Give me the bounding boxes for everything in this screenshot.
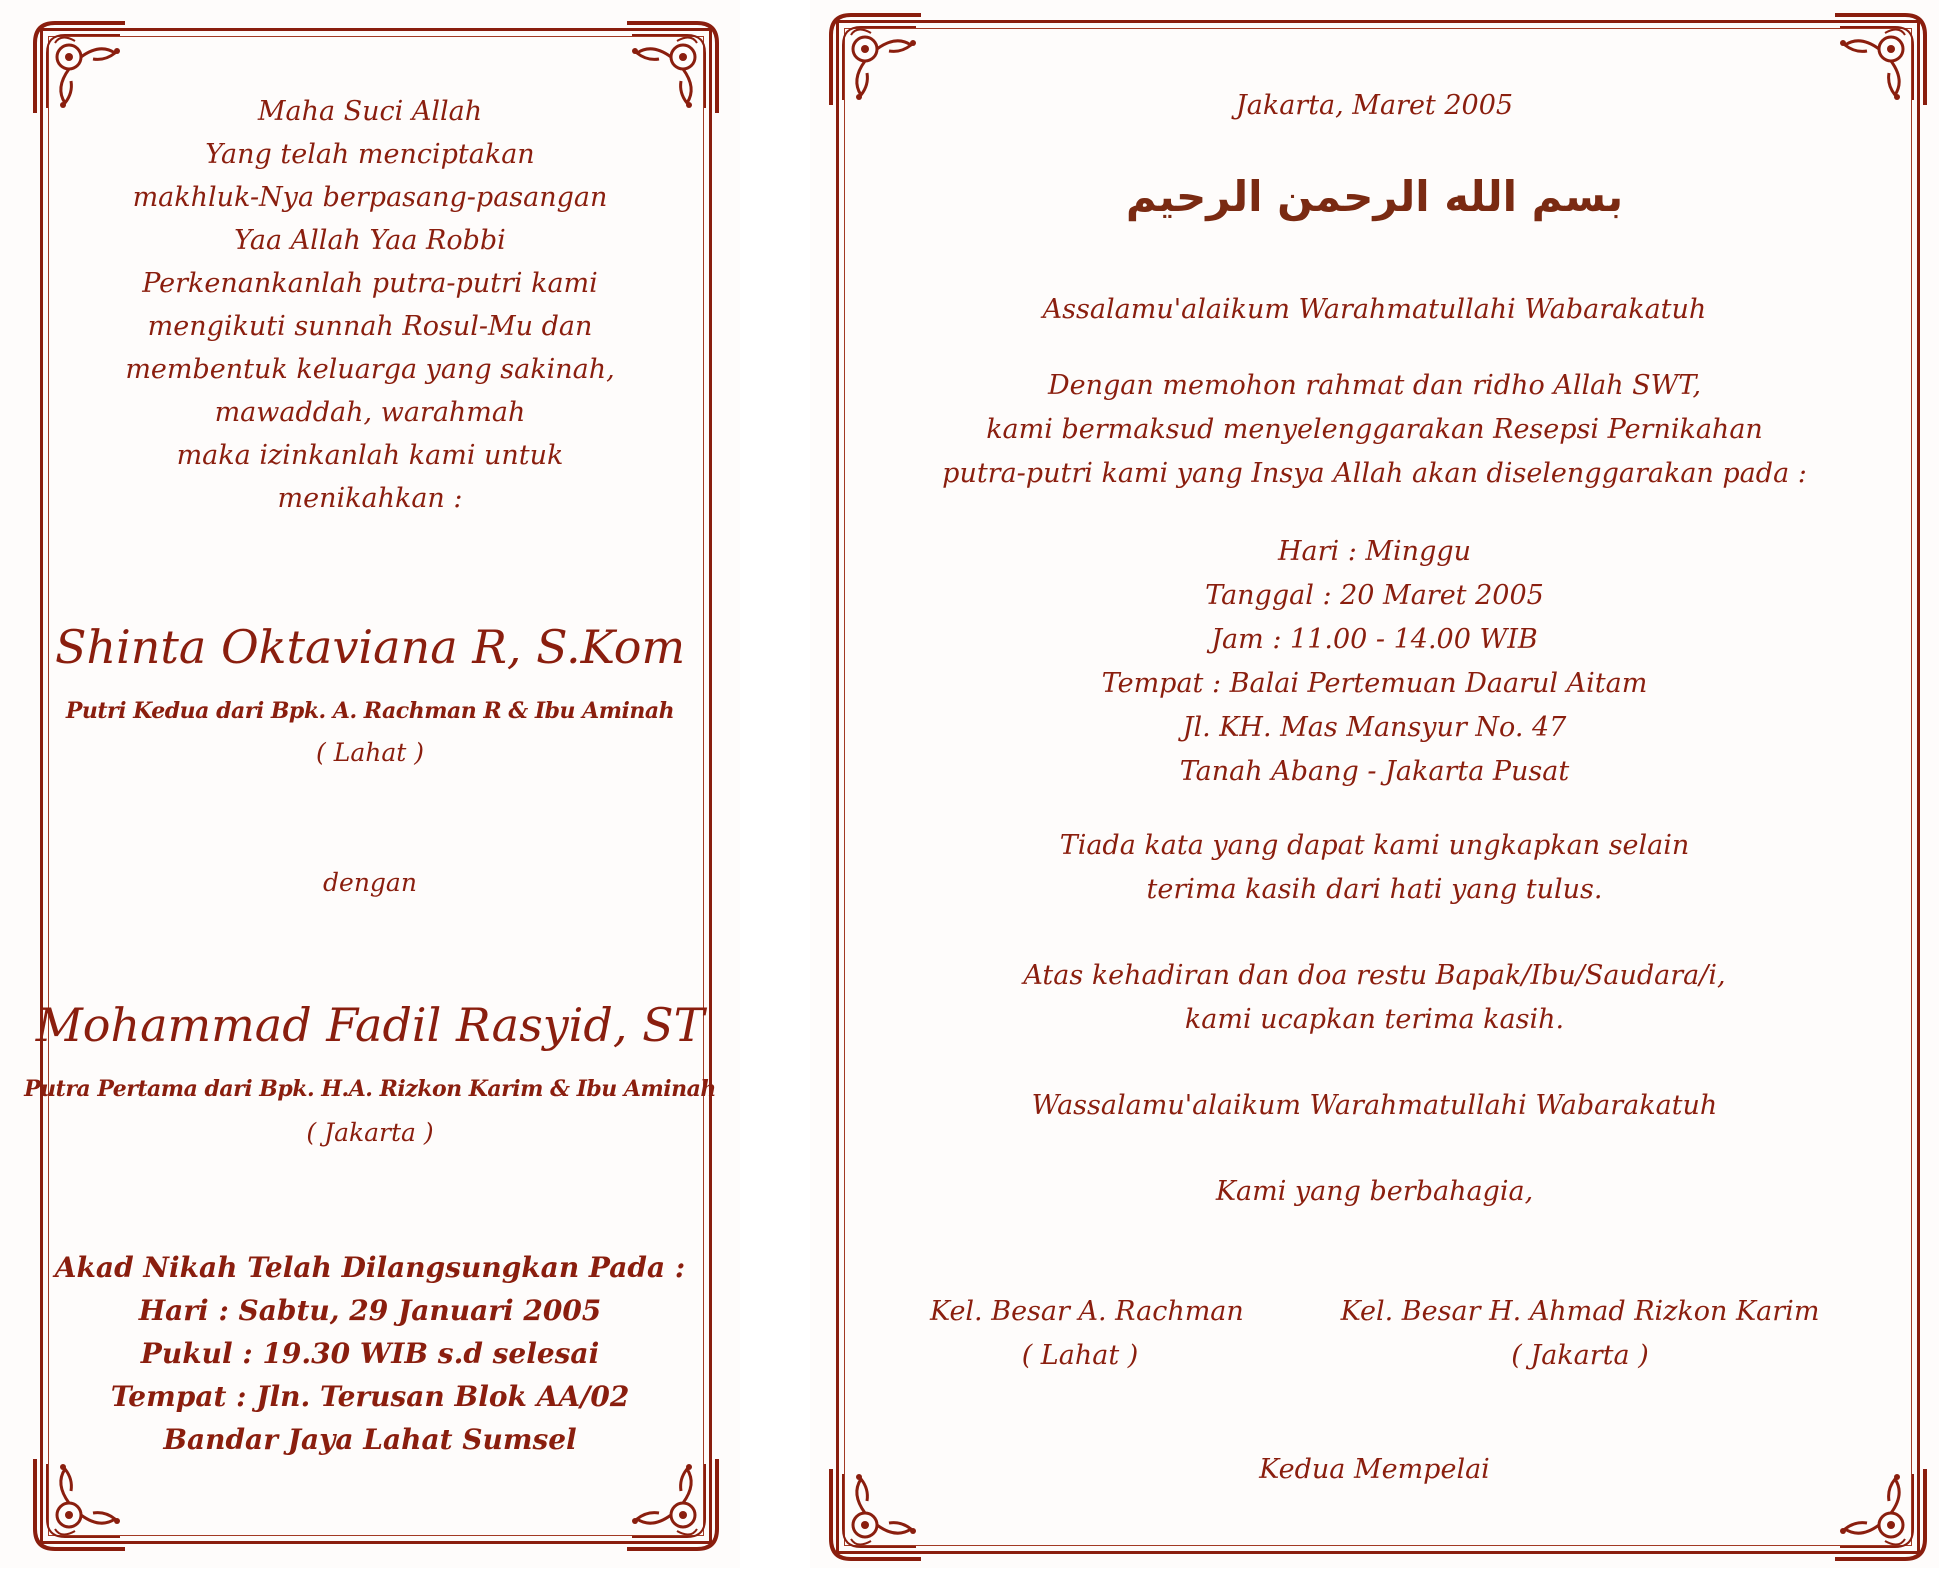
couple-signature: Kedua Mempelai [1259,1454,1490,1485]
intro-line: kami bermaksud menyelenggarakan Resepsi Pernikahan [986,414,1763,445]
poem-line: Yang telah menciptakan [205,139,535,170]
corner-ornament-icon [617,1449,727,1559]
groom-parents: Putra Pertama dari Bpk. H.A. Rizkon Karim & Ibu Aminah [24,1076,716,1102]
poem-line: makhluk-Nya berpasang-pasangan [132,182,608,213]
akad-heading: Akad Nikah Telah Dilangsungkan Pada : [54,1251,686,1284]
family-right-name: Kel. Besar H. Ahmad Rizkon Karim [1340,1296,1820,1327]
thanks-line: Tiada kata yang dapat kami ungkapkan selain [1059,830,1690,861]
corner-ornament-icon [25,1449,135,1559]
intro-line: putra-putri kami yang Insya Allah akan diselenggarakan pada : [942,458,1807,489]
presence-line: kami ucapkan terima kasih. [1184,1004,1565,1035]
akad-line: Pukul : 19.30 WIB s.d selesai [140,1337,600,1370]
left-card [0,0,740,1568]
poem-line: maka izinkanlah kami untuk [176,440,564,471]
poem-line: Perkenankanlah putra-putri kami [142,268,598,299]
poem-line: Yaa Allah Yaa Robbi [234,225,506,256]
family-left-origin: ( Lahat ) [1021,1340,1139,1371]
date-line: Jakarta, Maret 2005 [1235,90,1514,121]
groom-origin: ( Jakarta ) [306,1118,434,1147]
intro-line: Dengan memohon rahmat dan ridho Allah SWT, [1047,370,1702,401]
presence-line: Atas kehadiran dan doa restu Bapak/Ibu/Saudara/i, [1023,960,1726,991]
akad-line: Bandar Jaya Lahat Sumsel [163,1423,577,1456]
event-venue: Tempat : Balai Pertemuan Daarul Aitam [1101,668,1648,699]
family-right-origin: ( Jakarta ) [1511,1340,1649,1371]
bismillah-calligraphy: بسم الله الرحمن الرحيم [1125,172,1624,221]
event-date: Tanggal : 20 Maret 2005 [1205,580,1544,611]
connector-text: dengan [323,868,417,897]
bride-origin: ( Lahat ) [316,738,424,767]
groom-name: Mohammad Fadil Rasyid, ST [35,998,705,1052]
closing-greeting: Wassalamu'alaikum Warahmatullahi Wabarakatuh [1031,1090,1718,1121]
bride-name: Shinta Oktaviana R, S.Kom [54,620,686,674]
event-day: Hari : Minggu [1277,536,1472,567]
poem-line: mawaddah, warahmah [214,397,526,428]
poem-line: menikahkan : [277,483,463,514]
poem-line: membentuk keluarga yang sakinah, [125,354,615,385]
event-time: Jam : 11.00 - 14.00 WIB [1211,624,1538,655]
thanks-line: terima kasih dari hati yang tulus. [1146,874,1603,905]
bride-parents: Putri Kedua dari Bpk. A. Rachman R & Ibu Aminah [65,698,675,724]
event-address: Jl. KH. Mas Mansyur No. 47 [1182,712,1567,743]
happy-line: Kami yang berbahagia, [1215,1176,1534,1207]
fold-gutter [740,0,810,1568]
right-card [810,0,1939,1568]
akad-line: Hari : Sabtu, 29 Januari 2005 [138,1294,602,1327]
poem-line: mengikuti sunnah Rosul-Mu dan [147,311,593,342]
greeting: Assalamu'alaikum Warahmatullahi Wabarakatuh [1042,294,1707,325]
event-city: Tanah Abang - Jakarta Pusat [1179,756,1570,787]
poem-line: Maha Suci Allah [257,96,483,127]
akad-line: Tempat : Jln. Terusan Blok AA/02 [110,1380,630,1413]
family-left-name: Kel. Besar A. Rachman [930,1296,1244,1327]
